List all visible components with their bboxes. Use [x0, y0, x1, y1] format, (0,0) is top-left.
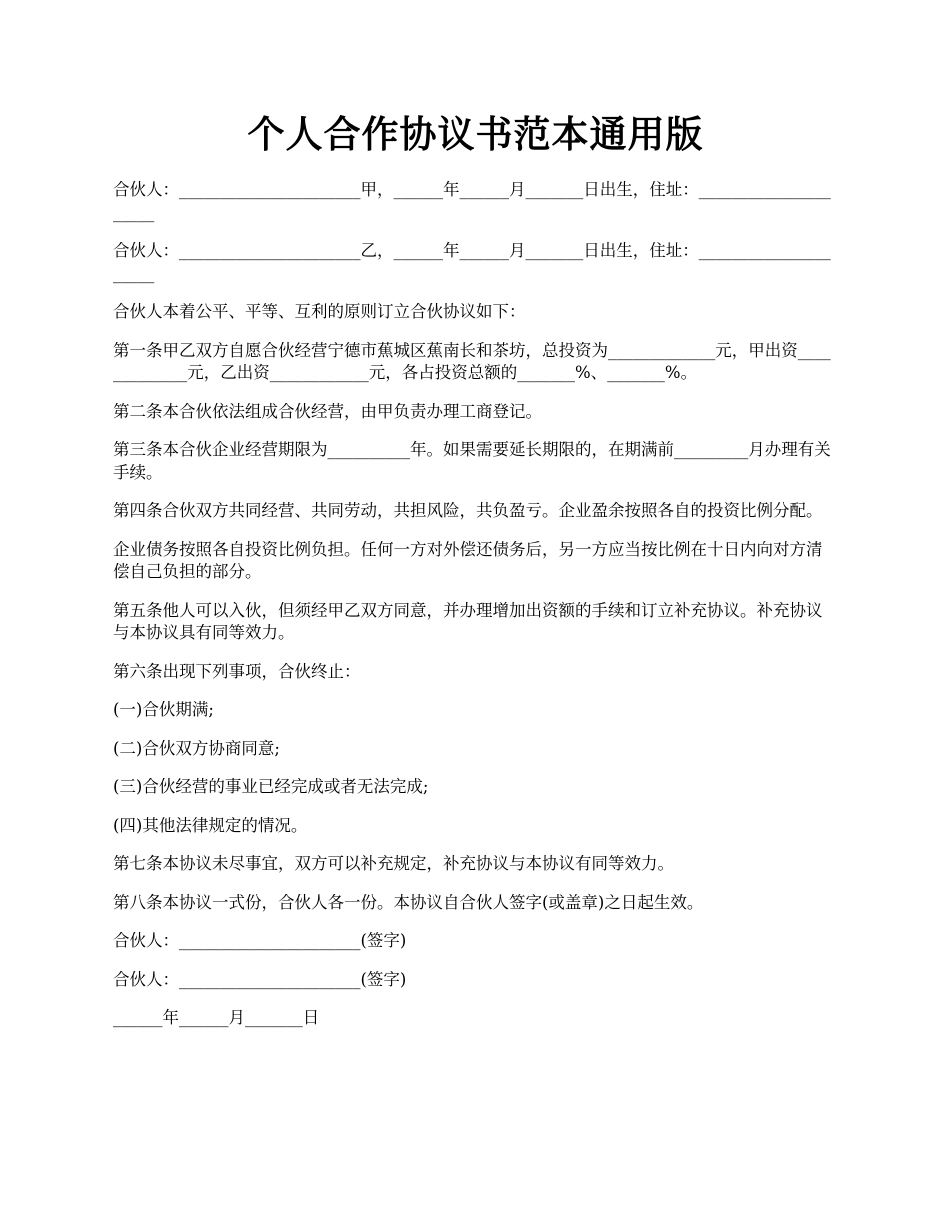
date-line: ______年______月_______日	[113, 1008, 320, 1027]
signature-line-1: 合伙人：______________________(签字)	[113, 931, 407, 950]
article-6: 第六条出现下列事项，合伙终止：	[113, 661, 361, 681]
article-6-item-3: (三)合伙经营的事业已经完成或者无法完成;	[113, 777, 429, 796]
article-8: 第八条本协议一式份，合伙人各一份。本协议自合伙人签字(或盖章)之日起生效。	[113, 892, 704, 912]
article-6-item-1: (一)合伙期满;	[113, 700, 214, 719]
article-2: 第二条本合伙依法组成合伙经营，由甲负责办理工商登记。	[113, 401, 542, 421]
article-6-item-2: (二)合伙双方协商同意;	[113, 738, 280, 758]
article-3: 第三条本合伙企业经营期限为__________年。如果需要延长期限的，在期满前_________月办理有关手续。	[113, 440, 831, 482]
partner-b-info: 合伙人：______________________乙，______年______月_______日出生，住址：_____________________	[113, 241, 831, 283]
article-1: 第一条甲乙双方自愿合伙经营宁德市蕉城区蕉南长和茶坊，总投资为_____________元，甲出资_____________元，乙出资____________元，各占投资总额的_______%、_______%。	[113, 340, 831, 382]
signature-line-2: 合伙人：______________________(签字)	[113, 969, 407, 989]
article-5: 第五条他人可以入伙，但须经甲乙双方同意，并办理增加出资额的手续和订立补充协议。补充协议与本协议具有同等效力。	[113, 600, 823, 642]
article-6-item-4: (四)其他法律规定的情况。	[113, 815, 308, 835]
article-7: 第七条本协议未尽事宜，双方可以补充规定，补充协议与本协议有同等效力。	[113, 854, 674, 873]
article-4-debt: 企业债务按照各自投资比例负担。任何一方对外偿还债务后，另一方应当按比例在十日内向对方清偿自己负担的部分。	[113, 539, 823, 581]
preamble: 合伙人本着公平、平等、互利的原则订立合伙协议如下：	[113, 302, 526, 321]
partner-a-info: 合伙人：______________________甲，______年______月_______日出生，住址：_____________________	[113, 180, 831, 222]
article-4: 第四条合伙双方共同经营、共同劳动，共担风险，共负盈亏。企业盈余按照各自的投资比例分配。	[113, 501, 823, 520]
document-title: 个人合作协议书范本通用版	[247, 112, 704, 156]
